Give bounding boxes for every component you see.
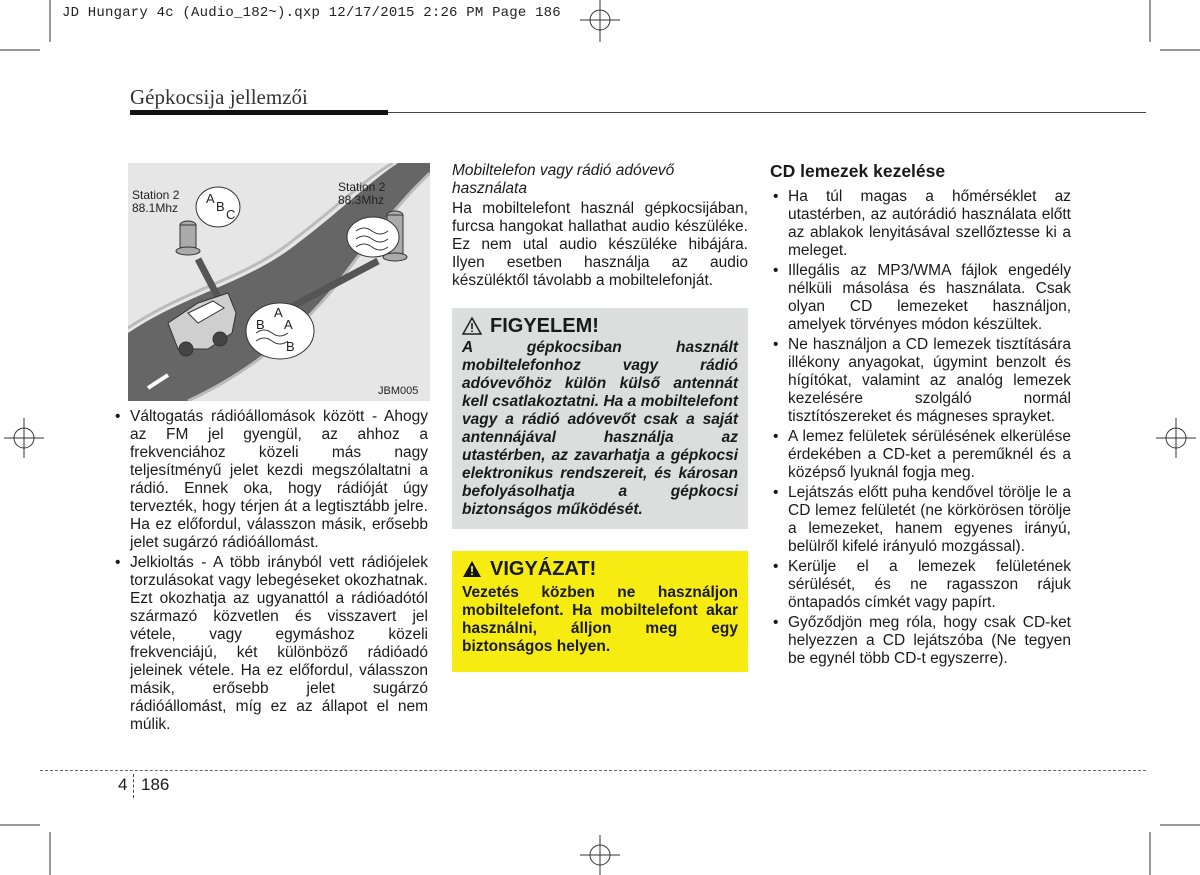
cd-section-title: CD lemezek kezelése [770,161,946,181]
svg-text:B: B [286,339,295,354]
svg-text:B: B [256,317,265,332]
page-separator [133,774,135,798]
svg-text:B: B [216,199,225,214]
column-left [112,408,428,736]
title-rule-thin [388,112,1146,113]
list-item: • Ne használjon a CD lemezek tisztítására illékony anyagokat, úgymint benzolt és hígítókat, valamint az analóg lemezek kezelésére szolgáló normál tisztítószereket és mágneses sprayket. [770,336,1071,426]
column-middle [452,162,748,672]
warning-box [452,308,748,529]
chapter-title: Gépkocsija jellemzői [130,85,308,109]
registration-target-left [4,418,44,458]
caution-text: Vezetés közben ne használjon mobiltelefont. Ha mobiltelefont akar használni, álljon meg egy biztonságos helyen. [462,584,738,655]
freq-left-label: 88.1Mhz [132,201,179,215]
page-number: 186 [141,775,170,794]
mobile-paragraph: Ha mobiltelefont használ gépkocsijában, furcsa hangokat hallathat audio készüléke. Ez nem utal audio készüléke hibájára. Ilyen esetben használja az audio készüléktől távolabb a mobiltelefonját. [452,200,748,289]
caution-heading [462,560,738,578]
warning-text: A gépkocsiban használt mobiltelefonhoz vagy rádió adóvevőhöz külön külső antennát kell csatlakoztatni. Ha a mobiltelefont vagy a rádió adóvevőt csak a saját antennájával használja az utastérben, az zavarhatja a gépkocsi elektronikus rendszereit, és károsan befolyásolhatja a gépkocsi biztonságos működését. [462,339,738,518]
print-header: JD Hungary 4c (Audio_182~).qxp 12/17/2015 2:26 PM Page 186 [62,5,561,21]
caution-triangle-icon [462,560,482,578]
chapter-number: 4 [118,775,128,794]
radio-reception-figure [128,163,430,401]
radio-bullets [112,408,428,734]
freq-right-label: 88.3Mhz [338,193,385,207]
list-item: • A lemez felületek sérülésének elkerülése érdekében a CD-ket a pereműknél és a középső lyuknál fogja meg. [770,428,1071,482]
station-right-label: Station 2 [338,180,386,194]
column-right [770,162,1071,670]
mobile-subhead: Mobiltelefon vagy rádió adóvevő használata [452,162,675,197]
registration-target-top [580,0,620,42]
footer-rule [40,770,1146,771]
station-left-label: Station 2 [132,188,180,202]
figure-illustration [128,163,430,401]
svg-text:A: A [274,305,283,320]
cd-bullets [770,188,1071,668]
list-item: • Jelkioltás - A több irányból vett rádiójelek torzulásokat vagy lebegéseket okozhatnak. Ezt okozhatja az ugyanattól a rádióadótól származó közvetlen és visszavert jel vétele, vagy egymáshoz közeli frekvenciájú, két különböző rádióadó jeleinek vétele. Ha ez előfordul, válasszon másik, erősebb jelet sugárzó rádióállomást, míg ez az állapot el nem múlik. [112,554,428,734]
warning-title: FIGYELEM! [490,315,599,337]
list-item: • Ha túl magas a hőmérséklet az utastérben, az autórádió használata előtt az ablakok lenyitásával szellőztesse ki a meleget. [770,188,1071,260]
caution-title: VIGYÁZAT! [490,558,597,580]
warning-triangle-icon [462,317,482,335]
figure-code: JBM005 [378,385,419,397]
list-item: • Illegális az MP3/WMA fájlok engedély nélküli másolása és használata. Csak olyan CD lemezeket használjon, amelyek törvényes módon készültek. [770,262,1071,334]
svg-text:A: A [284,317,293,332]
list-item: • Győződjön meg róla, hogy csak CD-ket helyezzen a CD lejátszóba (Ne tegyen be egynél több CD-t egyszerre). [770,614,1071,668]
caution-box [452,551,748,672]
registration-target-bottom [580,835,620,875]
warning-heading [462,317,738,335]
title-rule [130,110,388,115]
list-item: • Lejátszás előtt puha kendővel törölje le a CD lemez felületét (ne körkörösen törölje a lemezeket, hanem egyenes irányú, belülről kifelé irányuló mozgással). [770,484,1071,556]
list-item: • Váltogatás rádióállomások között - Ahogy az FM jel gyengül, az ahhoz a frekvenciához közeli más nagy teljesítményű jelet kezdi megszólaltatni a rádió. Ennek oka, hogy rádióját úgy tervezték, hogy térjen át a legtisztább jelre. Ha ez előfordul, válasszon másik, erősebb jelet sugárzó rádióállomást. [112,408,428,552]
svg-text:C: C [226,207,236,222]
svg-text:A: A [206,191,215,206]
list-item: • Kerülje el a lemezek felületének sérülését, és ne ragasszon rájuk öntapadós címkét vagy papírt. [770,558,1071,612]
registration-target-right [1156,418,1196,458]
